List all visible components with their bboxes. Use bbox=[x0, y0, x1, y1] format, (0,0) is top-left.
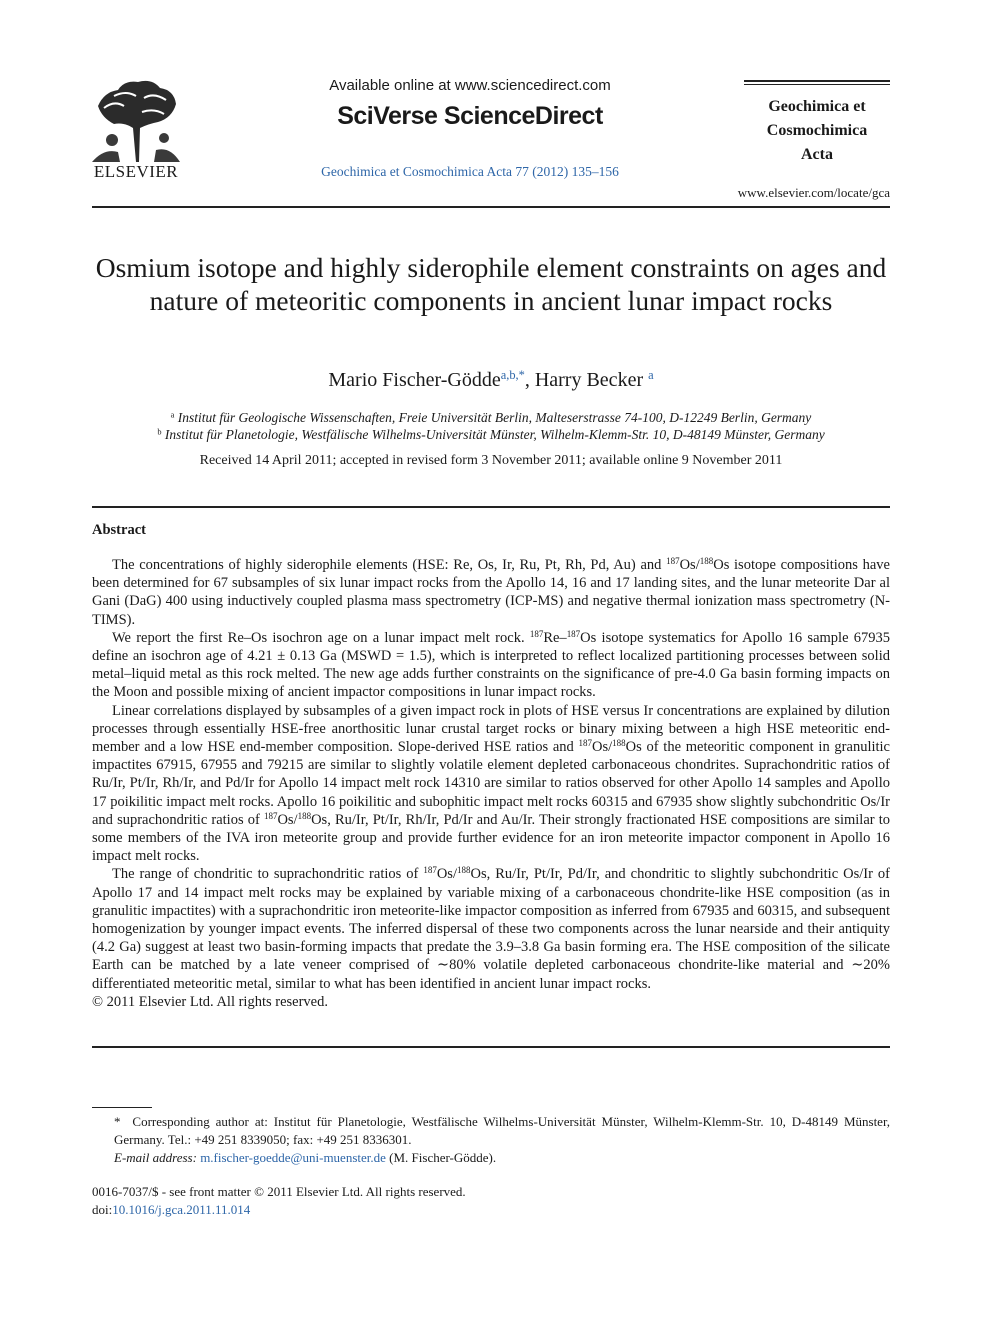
doi-link[interactable]: 10.1016/j.gca.2011.11.014 bbox=[112, 1202, 251, 1217]
footnote-email-line: E-mail address: m.fischer-goedde@uni-muenster.de (M. Fischer-Gödde). bbox=[114, 1150, 497, 1165]
journal-title bbox=[744, 87, 890, 175]
journal-rule-top bbox=[744, 80, 890, 82]
front-matter bbox=[92, 1183, 890, 1219]
available-online-text: Available online at www.sciencedirect.com bbox=[329, 77, 611, 94]
author-separator: , bbox=[524, 369, 535, 391]
affiliation-label: b bbox=[157, 427, 162, 437]
abstract-copyright: © 2011 Elsevier Ltd. All rights reserved. bbox=[92, 993, 328, 1010]
affiliation-b bbox=[92, 427, 890, 443]
journal-rule-top-thin bbox=[744, 84, 890, 85]
author-list bbox=[92, 369, 890, 392]
corresponding-star[interactable]: * bbox=[518, 368, 525, 383]
corresponding-author-footnote bbox=[92, 1113, 890, 1167]
affiliation-label: a bbox=[170, 410, 175, 420]
journal-title-box bbox=[744, 80, 890, 175]
abstract-paragraph: Linear correlations displayed by subsamples of a given impact rock in plots of HSE versus Ir concentrations are explained by dilution processes through essentially HSE-free anorthositic lunar crustal target rocks or binary mixing between a high HSE meteoritic end-member and a low HSE end-member composition. Slope-derived HSE ratios and $^{187}$Os/$^{188}$Os of the meteoritic component in granulitic impactites 67915, 67955 and 79215 are similar to slightly volatile element depleted carbonaceous chondrites. Suprachondritic ratios of Ru/Ir, Pt/Ir, Rh/Ir, and Pd/Ir for Apollo 14 impact melt rock 14310 are similar to ratios observed for other Apollo 14 samples and Apollo 17 poikilitic impact melt rocks. Apollo 16 poikilitic and subophitic impact melt rocks 60315 and 67935 show slightly subchondritic Os/Ir and suprachondritic ratios of $^{187}$Os/$^{188}$Os, Ru/Ir, Pt/Ir, Rh/Ir, Pd/Ir and Au/Ir. Their strongly fractionated HSE compositions are similar to some members of the IVA iron meteorite group and provide further evidence for an iron meteorite impactor component in Apollo 16 impact melt rocks. bbox=[92, 702, 891, 865]
abstract-heading: Abstract bbox=[92, 522, 146, 538]
abstract-body bbox=[92, 556, 890, 1011]
email-link[interactable]: m.fischer-goedde@uni-muenster.de bbox=[200, 1150, 386, 1165]
affiliation-mark[interactable]: a,b, bbox=[500, 368, 519, 383]
affiliation-a bbox=[92, 410, 890, 426]
journal-title-line: Cosmochimica bbox=[766, 122, 868, 139]
article-dates: Received 14 April 2011; accepted in revised form 3 November 2011; available online 9 November 2011 bbox=[199, 453, 783, 468]
author-name: Mario Fischer-Gödde bbox=[328, 369, 501, 391]
journal-citation-link[interactable]: Geochimica et Cosmochimica Acta 77 (2012) 135–156 bbox=[321, 164, 619, 179]
doi-line: doi:10.1016/j.gca.2011.11.014 bbox=[92, 1202, 251, 1217]
journal-title-line: Geochimica et bbox=[768, 98, 866, 115]
header-divider bbox=[92, 206, 890, 208]
email-label: E-mail address: bbox=[114, 1150, 197, 1165]
affiliation-mark[interactable]: a bbox=[648, 368, 654, 383]
journal-url[interactable]: www.elsevier.com/locate/gca bbox=[737, 185, 890, 200]
abstract-paragraph: We report the first Re–Os isochron age on a lunar impact melt rock. $^{187}$Re–$^{187}$Os isotope systematics for Apollo 16 sample 67935 define an isochron age of 4.21 ± 0.13 Ga (MSWD = 1.5), which is interpreted to reflect localized partitioning processes between solid metal–liquid metal as this rock melted. The new age adds further constraints on the significance of pre-4.0 Ga basin forming impacts on the Moon and possible mixing of ancient impactor compositions in lunar impact rocks. bbox=[92, 628, 891, 701]
abstract-top-rule bbox=[92, 506, 890, 508]
affiliation-text: Institut für Planetologie, Westfälische Wilhelms-Universität Münster, Wilhelm-Klemm-Str. 10, D-48149 Münster, Germany bbox=[164, 427, 825, 442]
publisher-logo-text: ELSEVIER bbox=[93, 162, 179, 181]
footnote-corresponding: * Corresponding author at: Institut für Planetologie, Westfälische Wilhelms-Universität Münster, Wilhelm-Klemm-Str. 10, D-48149 Münster, Germany. Tel.: +49 251 8339050; fax: +49 251 8336301. bbox=[114, 1114, 891, 1147]
article-title: Osmium isotope and highly siderophile element constraints on ages and nature of meteoritic components in ancient lunar impact rocks bbox=[95, 252, 887, 316]
abstract-paragraph: The concentrations of highly siderophile elements (HSE: Re, Os, Ir, Ru, Pt, Rh, Pd, Au) and $^{187}$Os/$^{188}$Os isotope compositions have been determined for 67 subsamples of six lunar impact rocks from the Apollo 14, 16 and 17 landing sites, and the lunar meteorite Dar al Gani (DaG) 400 using inductively coupled plasma mass spectrometry (ICP-MS) and negative thermal ionization mass spectrometry (N-TIMS). bbox=[92, 556, 890, 628]
issn-line: 0016-7037/$ - see front matter © 2011 Elsevier Ltd. All rights reserved. bbox=[92, 1184, 466, 1199]
affiliation-text: Institut für Geologische Wissenschaften, Freie Universität Berlin, Malteserstrasse 74-100, D-12249 Berlin, Germany bbox=[177, 410, 812, 425]
platform-name: SciVerse ScienceDirect bbox=[337, 102, 603, 130]
elsevier-tree-icon bbox=[84, 78, 188, 162]
abstract-bottom-rule bbox=[92, 1046, 890, 1048]
abstract-paragraph: The range of chondritic to suprachondritic ratios of $^{187}$Os/$^{188}$Os, Ru/Ir, Pt/Ir, Pd/Ir, and chondritic to slightly subchondritic Os/Ir of Apollo 17 and 14 impact melt rocks may be explained by variable mixing of a carbonaceous chondrite-like HSE composition (as in granulitic impactites) with a suprachondritic iron meteorite-like impactor composition as inferred from 67935 and 60315, and subsequent homogenization by younger impact events. The inferred dispersal of these two components across the lunar nearside and their antiquity (4.2 Ga) suggest at least two basin-forming impacts that predate the 3.9–3.8 Ga basin forming era. The HSE composition of the silicate Earth can be matched by a late veneer comprised of ∼80% volatile depleted carbonaceous chondrite-like material and ∼20% differentiated meteoritic metal, similar to what has been identified in ancient lunar impact rocks. bbox=[92, 865, 890, 992]
footnote-mark: * bbox=[114, 1114, 121, 1129]
journal-title-line: Acta bbox=[801, 146, 833, 163]
footnote-rule bbox=[92, 1107, 152, 1108]
author-name: Harry Becker bbox=[534, 369, 644, 391]
